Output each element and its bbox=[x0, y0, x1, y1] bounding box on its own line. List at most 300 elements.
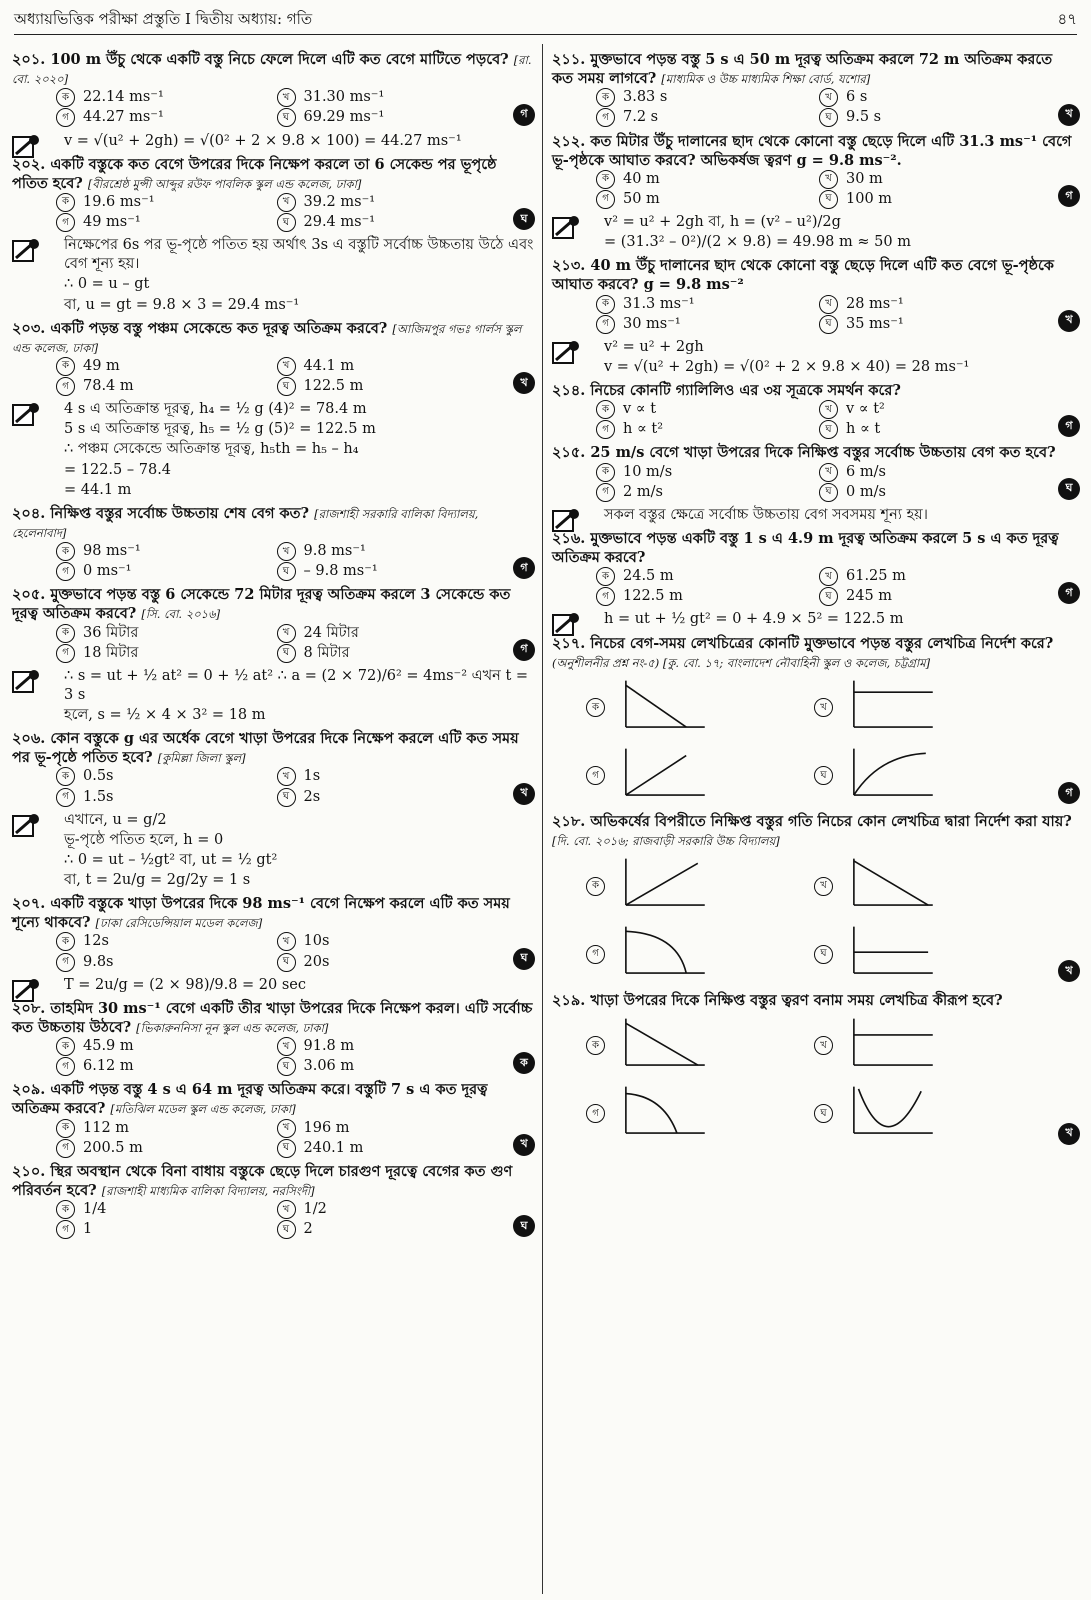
solution-line: নিক্ষেপের 6s পর ভূ-পৃষ্ঠে পতিত হয় অর্থাৎ 3s এ বস্তুটি সর্বোচ্চ উচ্চতায় উঠে এবং বেগ শূন্য হয়। bbox=[64, 237, 534, 273]
question-source: (অনুশীলনীর প্রশ্ন নং-৫) [কু. বো. ১৭; বাংলাদেশ নৌবাহিনী স্কুল ও কলেজ, চট্টগ্রাম] bbox=[552, 655, 931, 670]
option-letter: ক bbox=[596, 170, 615, 189]
option-letter: গ bbox=[56, 1139, 75, 1158]
answer-badge: গ bbox=[1058, 782, 1080, 804]
option-letter: ক bbox=[596, 463, 615, 482]
option bbox=[56, 88, 277, 107]
option-letter: গ bbox=[586, 1104, 605, 1123]
question-number: ২১২. bbox=[552, 132, 591, 150]
answer-badge: খ bbox=[1058, 104, 1080, 126]
option-text: 2 bbox=[303, 1221, 313, 1238]
left-question-text bbox=[12, 999, 537, 1037]
graph-icon bbox=[843, 1082, 939, 1146]
option-text: 31.30 ms⁻¹ bbox=[303, 89, 385, 106]
key-icon bbox=[12, 669, 42, 695]
left-question bbox=[12, 894, 537, 972]
question-source: [রাজশাহী মাধ্যমিক বালিকা বিদ্যালয়, নরসিংদী] bbox=[101, 1183, 315, 1198]
right-question bbox=[552, 132, 1082, 210]
question-body: অভিকর্ষের বিপরীতে নিক্ষিপ্ত বস্তুর গতি নিচের কোন লেখচিত্র দ্বারা নির্দেশ করা যায়? bbox=[590, 813, 1072, 830]
left-question bbox=[12, 504, 537, 582]
right-question-text bbox=[552, 529, 1082, 567]
option bbox=[56, 932, 277, 951]
graph-icon bbox=[615, 1014, 711, 1078]
option-letter: খ bbox=[277, 88, 296, 107]
option-letter: ক bbox=[56, 1037, 75, 1056]
left-question-text bbox=[12, 729, 537, 767]
option-letter: ক bbox=[596, 295, 615, 314]
left-question bbox=[12, 585, 537, 663]
option-letter: খ bbox=[819, 463, 838, 482]
option-text: 50 m bbox=[623, 190, 660, 207]
graph-option bbox=[814, 1014, 1042, 1078]
option bbox=[596, 295, 819, 314]
option-text: 9.5 s bbox=[846, 109, 882, 126]
option bbox=[596, 483, 819, 502]
right-question bbox=[552, 634, 1082, 809]
option bbox=[277, 88, 498, 107]
option bbox=[56, 953, 277, 972]
option-letter: গ bbox=[56, 213, 75, 232]
options-grid bbox=[12, 88, 537, 127]
option-letter: গ bbox=[56, 1057, 75, 1076]
option-letter: ক bbox=[586, 698, 605, 717]
option-letter: ক bbox=[56, 88, 75, 107]
option-text: 100 m bbox=[846, 190, 893, 207]
question-body: মুক্তভাবে পড়ন্ত বস্তু 6 সেকেন্ডে 72 মিটার দূরত্ব অতিক্রম করলে 3 সেকেন্ডে কত দূরত্ব অতিক্রম করবে? bbox=[12, 586, 511, 623]
right-question bbox=[552, 381, 1082, 439]
options-grid bbox=[12, 767, 537, 806]
left-question-text bbox=[12, 1080, 537, 1118]
option-letter: গ bbox=[596, 587, 615, 606]
option-letter: ক bbox=[56, 767, 75, 786]
graph-option bbox=[586, 854, 814, 918]
left-question bbox=[12, 1162, 537, 1240]
answer-badge: ঘ bbox=[513, 948, 535, 970]
graph-option bbox=[814, 1082, 1042, 1146]
option bbox=[56, 1200, 277, 1219]
option-text: 98 ms⁻¹ bbox=[83, 543, 141, 559]
option-text: 0.5s bbox=[83, 768, 114, 785]
left-question bbox=[12, 999, 537, 1077]
left-question bbox=[12, 155, 537, 233]
option-letter: ক bbox=[586, 877, 605, 896]
left-question-text bbox=[12, 585, 537, 623]
question-number: ২১১. bbox=[552, 51, 591, 68]
question-source: [কুমিল্লা জিলা স্কুল] bbox=[157, 751, 246, 766]
option-text: 30 ms⁻¹ bbox=[623, 315, 681, 332]
option bbox=[596, 190, 819, 209]
question-number: ২০২. bbox=[12, 155, 51, 173]
options-grid bbox=[552, 463, 1082, 502]
option-letter: খ bbox=[819, 170, 838, 189]
option-letter: গ bbox=[596, 190, 615, 209]
option-letter: খ bbox=[277, 1037, 296, 1056]
option-text: 122.5 m bbox=[623, 588, 683, 605]
solution-block bbox=[552, 338, 1082, 377]
option bbox=[819, 190, 1042, 209]
graph-option bbox=[814, 854, 1042, 918]
option-letter: গ bbox=[56, 644, 75, 663]
option-text: 12s bbox=[83, 933, 109, 950]
option-text: 39.2 ms⁻¹ bbox=[303, 193, 376, 210]
option-text: 1.5s bbox=[83, 788, 114, 805]
question-source: [ঢাকা রেসিডেন্সিয়াল মডেল কলেজ] bbox=[95, 916, 263, 931]
solution-block bbox=[552, 610, 1082, 629]
question-body: একটি পড়ন্ত বস্তু 4 s এ 64 m দূরত্ব অতিক্রম করে। বস্তুটি 7 s এ কত দূরত্ব অতিক্রম করবে? bbox=[12, 1081, 488, 1118]
question-number: ২১৪. bbox=[552, 382, 591, 399]
solution-line: এখানে, u = g/2 bbox=[64, 811, 167, 828]
option bbox=[56, 788, 277, 807]
option-text: 200.5 m bbox=[83, 1139, 143, 1156]
graph-icon bbox=[843, 676, 939, 740]
answer-badge: গ bbox=[513, 639, 535, 661]
solution-line: = (31.3² – 0²)/(2 × 9.8) = 49.98 m ≈ 50 m bbox=[604, 234, 911, 251]
left-question-text bbox=[12, 504, 537, 542]
option-letter: ঘ bbox=[277, 1139, 296, 1158]
answer-badge: গ bbox=[513, 104, 535, 126]
option bbox=[819, 315, 1042, 334]
question-body: একটি পড়ন্ত বস্তু পঞ্চম সেকেন্ডে কত দূরত্ব অতিক্রম করবে? bbox=[50, 319, 393, 337]
option bbox=[596, 420, 819, 439]
solution-block bbox=[552, 213, 1082, 252]
option-letter: গ bbox=[56, 377, 75, 396]
options-grid bbox=[552, 295, 1082, 334]
options-grid bbox=[12, 624, 537, 663]
question-body: নিচের বেগ-সময় লেখচিত্রের কোনটি মুক্তভাবে পড়ন্ত বস্তুর লেখচিত্র নির্দেশ করে? bbox=[590, 634, 1054, 652]
option-letter: গ bbox=[56, 1220, 75, 1239]
answer-badge: গ bbox=[1058, 582, 1080, 604]
option-letter: গ bbox=[56, 953, 75, 972]
solution-line: h = ut + ½ gt² = 0 + 4.9 × 5² = 122.5 m bbox=[604, 611, 904, 628]
question-source: [মতিঝিল মডেল স্কুল এন্ড কলেজ, ঢাকা] bbox=[110, 1102, 296, 1117]
option bbox=[277, 108, 498, 127]
left-column bbox=[12, 50, 537, 1243]
option-text: 22.14 ms⁻¹ bbox=[83, 89, 164, 106]
solution-line: 4 s এ অতিক্রান্ত দূরত্ব, h₄ = ½ g (4)² = 78.4 m bbox=[64, 401, 367, 418]
options-grid bbox=[552, 400, 1082, 439]
left-question bbox=[12, 729, 537, 807]
option-text: v ∝ t² bbox=[846, 401, 885, 418]
option-letter: ক bbox=[596, 567, 615, 586]
option-text: 1 bbox=[83, 1221, 93, 1238]
option bbox=[596, 170, 819, 189]
key-icon bbox=[12, 402, 42, 428]
option-text: 1/2 bbox=[303, 1201, 327, 1217]
option-letter: ঘ bbox=[819, 483, 838, 502]
option-text: 61.25 m bbox=[846, 568, 906, 585]
solution-line: ভূ-পৃষ্ঠে পতিত হলে, h = 0 bbox=[64, 831, 224, 848]
option-text: 18 মিটার bbox=[83, 644, 139, 661]
option-text: 45.9 m bbox=[83, 1038, 134, 1054]
option bbox=[56, 767, 277, 786]
solution-line: ∴ s = ut + ½ at² = 0 + ½ at² ∴ a = (2 × 72)/6² = 4ms⁻² এখন t = 3 s bbox=[64, 667, 529, 703]
answer-badge: গ bbox=[1058, 415, 1080, 437]
options-grid bbox=[552, 170, 1082, 209]
option-letter: ক bbox=[56, 624, 75, 643]
option-letter: ঘ bbox=[814, 766, 833, 785]
solution-line: = 44.1 m bbox=[64, 481, 132, 498]
option bbox=[596, 587, 819, 606]
key-icon bbox=[552, 340, 582, 366]
option bbox=[277, 624, 498, 643]
question-body: 25 m/s বেগে খাড়া উপরের দিকে নিক্ষিপ্ত বস্তুর সর্বোচ্চ উচ্চতায় বেগ কত হবে? bbox=[590, 444, 1056, 462]
right-question-text bbox=[552, 132, 1082, 170]
question-number: ২০৮. bbox=[12, 999, 51, 1017]
option bbox=[56, 1220, 277, 1239]
question-body: কত মিটার উঁচু দালানের ছাদ থেকে কোনো বস্তু ছেড়ে দিলে এটি 31.3 ms⁻¹ বেগে ভূ-পৃষ্ঠকে আঘাত করবে? অভিকর্ষজ ত্বরণ g = 9.8 ms⁻². bbox=[552, 132, 1072, 169]
answer-badge: খ bbox=[513, 783, 535, 805]
left-question-text bbox=[12, 50, 537, 88]
option-text: 19.6 ms⁻¹ bbox=[83, 193, 155, 210]
option-letter: গ bbox=[596, 483, 615, 502]
option bbox=[277, 932, 498, 951]
option bbox=[56, 108, 277, 127]
left-question-text bbox=[12, 894, 537, 932]
right-question bbox=[552, 50, 1082, 128]
solution-line: T = 2u/g = (2 × 98)/9.8 = 20 sec bbox=[64, 976, 307, 993]
option-text: 0 ms⁻¹ bbox=[83, 563, 132, 580]
solution-line: v = √(u² + 2gh) = √(0² + 2 × 9.8 × 40) = 28 ms⁻¹ bbox=[604, 358, 970, 375]
option bbox=[819, 170, 1042, 189]
solution-line: 5 s এ অতিক্রান্ত দূরত্ব, h₅ = ½ g (5)² = 122.5 m bbox=[64, 421, 376, 438]
solution-line: হলে, s = ½ × 4 × 3² = 18 m bbox=[64, 707, 266, 723]
right-question bbox=[552, 529, 1082, 607]
option bbox=[56, 542, 277, 561]
graph-option bbox=[586, 744, 814, 808]
right-question bbox=[552, 812, 1082, 987]
option bbox=[56, 1119, 277, 1138]
question-number: ২০১. bbox=[12, 51, 51, 68]
options-grid bbox=[12, 1119, 537, 1158]
option bbox=[819, 567, 1042, 586]
options-grid bbox=[12, 357, 537, 396]
question-source: [দি. বো. ২০১৬; রাজবাড়ী সরকারি উচ্চ বিদ্যালয়] bbox=[552, 834, 780, 849]
key-icon bbox=[12, 238, 42, 264]
option-text: 69.29 ms⁻¹ bbox=[303, 109, 385, 126]
options-grid bbox=[12, 542, 537, 581]
option-letter: ঘ bbox=[277, 644, 296, 663]
question-body: একটি বস্তুকে খাড়া উপরের দিকে 98 ms⁻¹ বেগে নিক্ষেপ করলে এটি কত সময় শূন্যে থাকবে? bbox=[12, 895, 510, 932]
question-number: ২০৪. bbox=[12, 504, 51, 522]
left-question bbox=[12, 319, 537, 397]
key-icon bbox=[552, 215, 582, 241]
option-text: 24 মিটার bbox=[303, 624, 359, 641]
option bbox=[819, 88, 1042, 107]
option-text: 30 m bbox=[846, 170, 883, 187]
option-text: 112 m bbox=[83, 1119, 130, 1136]
option-text: 36 মিটার bbox=[83, 624, 139, 641]
option-text: 35 ms⁻¹ bbox=[846, 315, 904, 332]
option bbox=[277, 1119, 498, 1138]
option-letter: খ bbox=[277, 193, 296, 212]
option bbox=[56, 193, 277, 212]
options-grid bbox=[12, 193, 537, 232]
option-letter: ঘ bbox=[277, 953, 296, 972]
option-text: h ∝ t bbox=[846, 421, 881, 438]
option bbox=[56, 213, 277, 232]
option-letter: খ bbox=[819, 295, 838, 314]
option-letter: ঘ bbox=[277, 213, 296, 232]
option-letter: ঘ bbox=[277, 562, 296, 581]
question-body: নিক্ষিপ্ত বস্তুর সর্বোচ্চ উচ্চতায় শেষ বেগ কত? bbox=[50, 504, 315, 522]
graph-icon bbox=[843, 922, 939, 986]
option-letter: ক bbox=[56, 542, 75, 561]
option-letter: গ bbox=[586, 766, 605, 785]
right-column bbox=[552, 50, 1082, 1150]
option-text: 9.8s bbox=[83, 953, 114, 970]
option-letter: গ bbox=[596, 315, 615, 334]
right-question-text bbox=[552, 443, 1082, 462]
option-text: 24.5 m bbox=[623, 568, 674, 585]
question-source: [সি. বো. ২০১৬] bbox=[141, 607, 221, 622]
option bbox=[56, 1057, 277, 1076]
option-text: 3.06 m bbox=[303, 1058, 355, 1075]
option-letter: খ bbox=[819, 400, 838, 419]
graph-option bbox=[814, 744, 1042, 808]
question-number: ২০৩. bbox=[12, 319, 51, 337]
question-number: ২১৫. bbox=[552, 444, 591, 462]
right-question-text bbox=[552, 812, 1082, 850]
graph-option bbox=[586, 1082, 814, 1146]
solution-line: ∴ পঞ্চম সেকেন্ডে অতিক্রান্ত দূরত্ব, h₅th = h₅ – h₄ bbox=[64, 441, 359, 458]
question-number: ২০৯. bbox=[12, 1081, 51, 1099]
graph-icon bbox=[615, 744, 711, 808]
option bbox=[819, 483, 1042, 502]
option-letter: ক bbox=[56, 932, 75, 951]
question-body: নিচের কোনটি গ্যালিলিও এর ৩য় সূত্রকে সমর্থন করে? bbox=[590, 382, 901, 399]
option-letter: ঘ bbox=[277, 788, 296, 807]
question-source: [মাধ্যমিক ও উচ্চ মাধ্যমিক শিক্ষা বোর্ড, যশোর] bbox=[661, 72, 871, 87]
question-source: [ভিকারুননিসা নূন স্কুল এন্ড কলেজ, ঢাকা] bbox=[136, 1020, 329, 1035]
left-question-text bbox=[12, 1162, 537, 1200]
graph-icon bbox=[843, 744, 939, 808]
question-number: ২০৬. bbox=[12, 730, 51, 748]
option-letter: গ bbox=[56, 108, 75, 127]
graph-option bbox=[586, 1014, 814, 1078]
question-number: ২১৬. bbox=[552, 529, 591, 547]
option-text: 20s bbox=[303, 953, 330, 970]
option-text: 29.4 ms⁻¹ bbox=[303, 214, 376, 230]
option bbox=[596, 88, 819, 107]
right-question-text bbox=[552, 50, 1082, 88]
options-grid bbox=[12, 1200, 537, 1239]
option-text: 245 m bbox=[846, 588, 893, 605]
answer-badge: গ bbox=[1058, 185, 1080, 207]
option-letter: খ bbox=[819, 567, 838, 586]
option-text: 6 s bbox=[846, 89, 868, 106]
option-text: 3.83 s bbox=[623, 89, 668, 106]
page-number: ৪৭ bbox=[1057, 10, 1077, 29]
option bbox=[596, 463, 819, 482]
option bbox=[56, 377, 277, 396]
option bbox=[819, 108, 1042, 127]
option bbox=[819, 463, 1042, 482]
question-body: 100 m উঁচু থেকে একটি বস্তু নিচে ফেলে দিলে এটি কত বেগে মাটিতে পড়বে? bbox=[50, 51, 514, 68]
option bbox=[819, 420, 1042, 439]
option-letter: ঘ bbox=[277, 1220, 296, 1239]
option-letter: ক bbox=[56, 357, 75, 376]
option-text: 91.8 m bbox=[303, 1038, 355, 1054]
right-question-text bbox=[552, 991, 1082, 1010]
option bbox=[277, 1139, 498, 1158]
left-question-text bbox=[12, 155, 537, 193]
option-text: v ∝ t bbox=[623, 401, 657, 418]
option bbox=[277, 542, 498, 561]
option bbox=[277, 357, 498, 376]
graph-option bbox=[814, 922, 1042, 986]
option bbox=[277, 377, 498, 396]
option bbox=[596, 108, 819, 127]
option-letter: গ bbox=[586, 945, 605, 964]
option-text: 49 ms⁻¹ bbox=[83, 214, 141, 230]
option-text: 1s bbox=[303, 768, 321, 785]
question-body: খাড়া উপরের দিকে নিক্ষিপ্ত বস্তুর ত্বরণ বনাম সময় লেখচিত্র কীরূপ হবে? bbox=[590, 991, 1003, 1009]
option-text: 6 m/s bbox=[846, 463, 886, 480]
option-letter: ঘ bbox=[277, 377, 296, 396]
graph-options bbox=[552, 854, 1082, 986]
answer-badge: ঘ bbox=[513, 208, 535, 230]
option-letter: খ bbox=[277, 1200, 296, 1219]
question-body: তাহমিদ 30 ms⁻¹ বেগে একটি তীর খাড়া উপরের দিকে নিক্ষেপ করল। এটি সর্বোচ্চ কত উচ্চতায় উঠবে? bbox=[12, 999, 533, 1036]
right-question-text bbox=[552, 634, 1082, 672]
graph-option bbox=[814, 676, 1042, 740]
question-body: মুক্তভাবে পড়ন্ত বস্তু 5 s এ 50 m দূরত্ব অতিক্রম করলে 72 m অতিক্রম করতে কত সময় লাগবে? bbox=[552, 51, 1053, 88]
option bbox=[277, 1200, 498, 1219]
option-text: 196 m bbox=[303, 1119, 350, 1136]
option bbox=[56, 357, 277, 376]
question-number: ২১৮. bbox=[552, 813, 591, 830]
right-question-text bbox=[552, 256, 1082, 294]
option-letter: ঘ bbox=[819, 420, 838, 439]
option-letter: ঘ bbox=[814, 1104, 833, 1123]
option bbox=[277, 213, 498, 232]
option bbox=[277, 1037, 498, 1056]
option-text: 7.2 s bbox=[623, 109, 659, 126]
option bbox=[277, 644, 498, 663]
answer-badge: খ bbox=[513, 372, 535, 394]
question-number: ২০৭. bbox=[12, 895, 51, 913]
option-letter: ঘ bbox=[277, 108, 296, 127]
answer-badge: খ bbox=[513, 1134, 535, 1156]
question-body: কোন বস্তুকে g এর অর্ধেক বেগে খাড়া উপরের দিকে নিক্ষেপ করলে এটি কত সময় পর ভূ-পৃষ্ঠে পতিত হবে? bbox=[12, 730, 519, 767]
header-title: অধ্যায়ভিত্তিক পরীক্ষা প্রস্তুতি I দ্বিতীয় অধ্যায়: গতি bbox=[14, 10, 313, 29]
option bbox=[277, 193, 498, 212]
option-letter: খ bbox=[277, 542, 296, 561]
graph-option bbox=[586, 922, 814, 986]
answer-badge: গ bbox=[513, 557, 535, 579]
right-question bbox=[552, 991, 1082, 1146]
option bbox=[277, 953, 498, 972]
option-letter: ঘ bbox=[819, 315, 838, 334]
question-body: একটি বস্তুকে কত বেগে উপরের দিকে নিক্ষেপ করলে তা 6 সেকেন্ড পর ভূপৃষ্ঠে পতিত হবে? bbox=[12, 155, 497, 192]
option-letter: গ bbox=[56, 788, 75, 807]
option bbox=[819, 587, 1042, 606]
solution-line: v = √(u² + 2gh) = √(0² + 2 × 9.8 × 100) = 44.27 ms⁻¹ bbox=[64, 132, 462, 149]
solution-line: সকল বস্তুর ক্ষেত্রে সর্বোচ্চ উচ্চতায় বেগ সবসময় শূন্য হয়। bbox=[604, 506, 928, 523]
left-question bbox=[12, 50, 537, 128]
graph-options bbox=[552, 1014, 1082, 1146]
option-letter: খ bbox=[814, 698, 833, 717]
solution-block bbox=[12, 667, 537, 725]
option bbox=[56, 1139, 277, 1158]
option bbox=[277, 1220, 498, 1239]
option-letter: ঘ bbox=[277, 1057, 296, 1076]
option-letter: ক bbox=[596, 88, 615, 107]
question-number: ২১৩. bbox=[552, 257, 591, 275]
option bbox=[277, 562, 498, 581]
question-source: [বীরশ্রেষ্ঠ মুন্সী আব্দুর রউফ পাবলিক স্কুল এন্ড কলেজ, ঢাকা] bbox=[87, 176, 362, 191]
option bbox=[277, 788, 498, 807]
graph-icon bbox=[615, 676, 711, 740]
